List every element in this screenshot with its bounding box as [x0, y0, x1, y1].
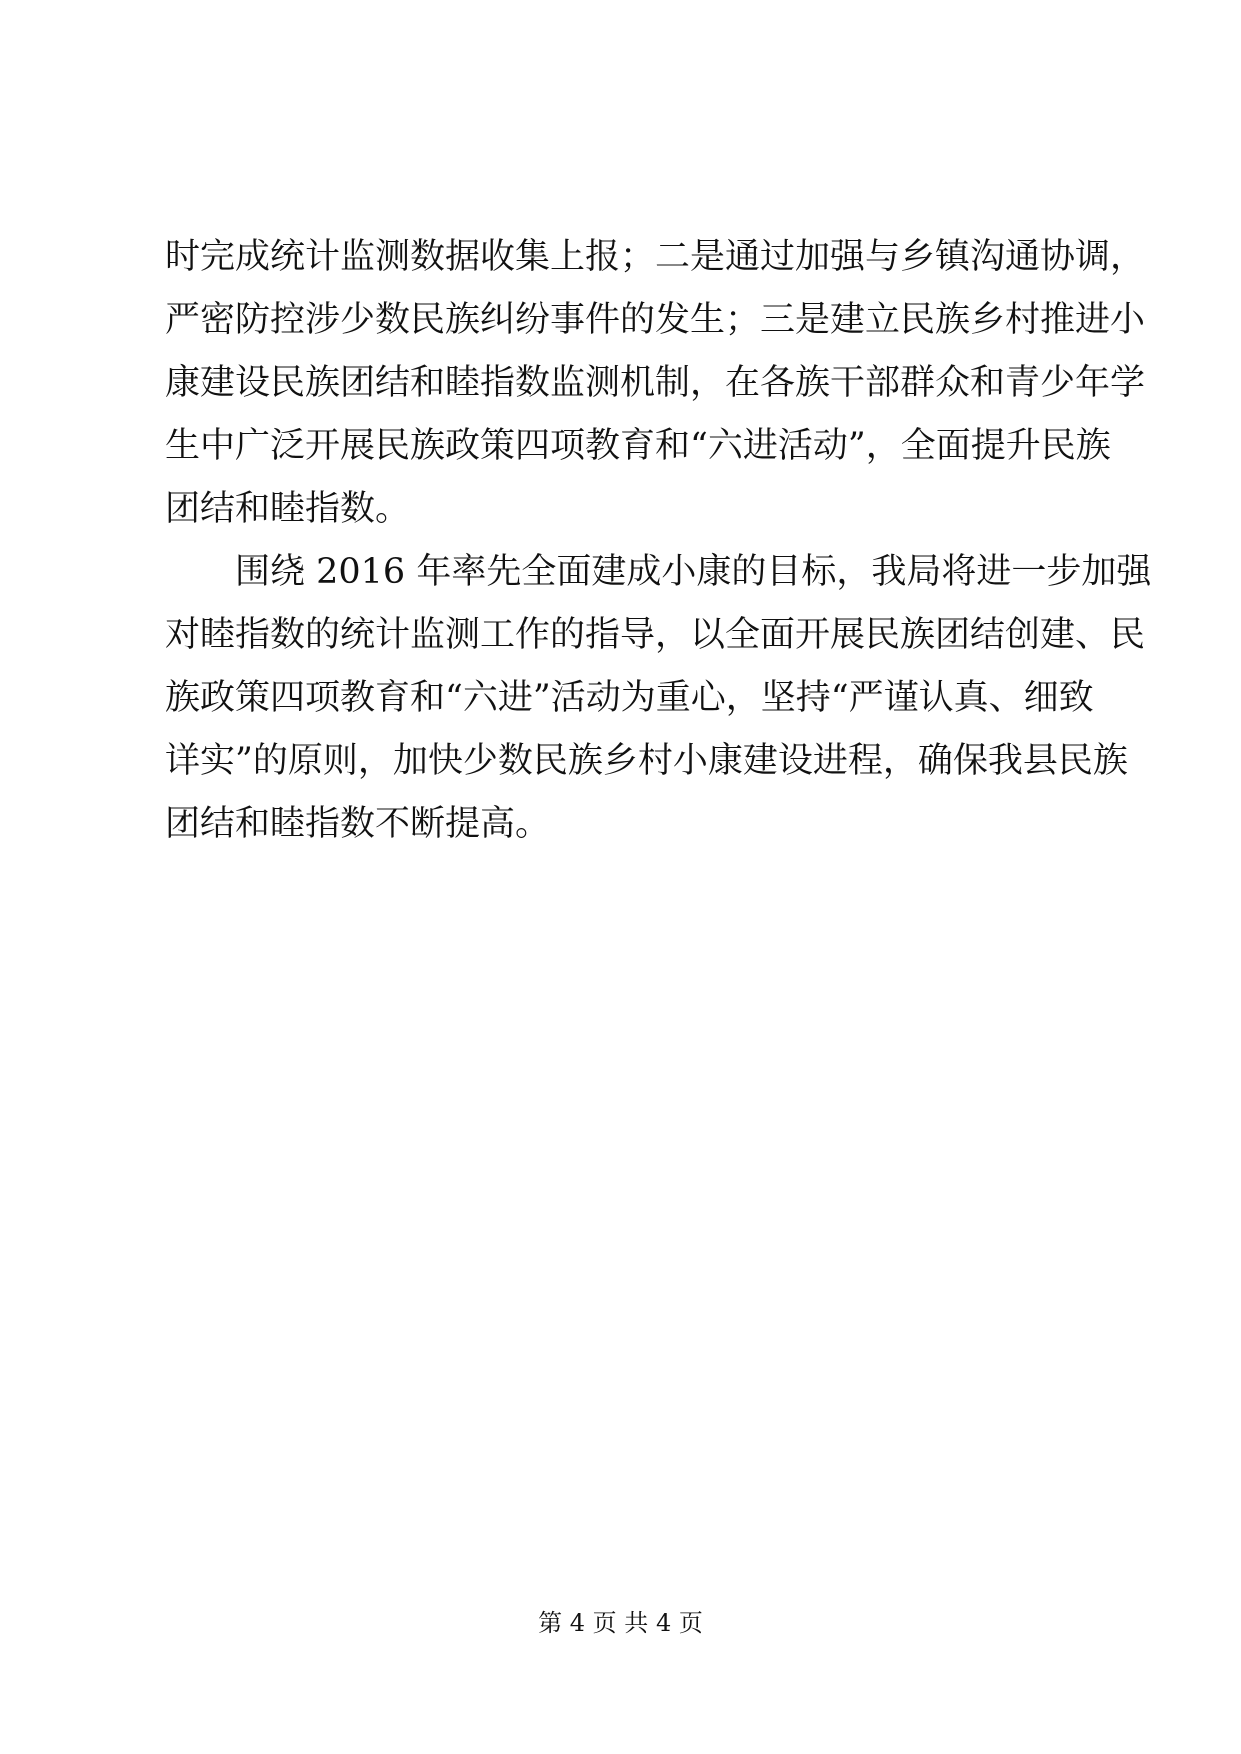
paragraph-1 [165, 226, 1146, 541]
page-number: 第 4 页 共 4 页 [538, 1609, 703, 1637]
text-line: 对睦指数的统计监测工作的指导，以全面开展民族团结创建、民 [165, 615, 1146, 655]
paragraph-2 [165, 541, 1152, 856]
text-line: 严密防控涉少数民族纠纷事件的发生；三是建立民族乡村推进小 [165, 300, 1146, 340]
text-line: 详实”的原则，加快少数民族乡村小康建设进程，确保我县民族 [165, 741, 1128, 781]
body-text [165, 226, 1152, 856]
text-line: 生中广泛开展民族政策四项教育和“六进活动”，全面提升民族 [165, 426, 1111, 466]
text-line: 团结和睦指数。 [165, 489, 411, 529]
text-line: 团结和睦指数不断提高。 [165, 804, 551, 844]
text-line: 康建设民族团结和睦指数监测机制，在各族干部群众和青少年学 [165, 363, 1146, 403]
text-line: 围绕 2016 年率先全面建成小康的目标，我局将进一步加强 [235, 552, 1152, 592]
text-line: 族政策四项教育和“六进”活动为重心，坚持“严谨认真、细致 [165, 678, 1094, 718]
text-line: 时完成统计监测数据收集上报；二是通过加强与乡镇沟通协调， [165, 237, 1146, 277]
